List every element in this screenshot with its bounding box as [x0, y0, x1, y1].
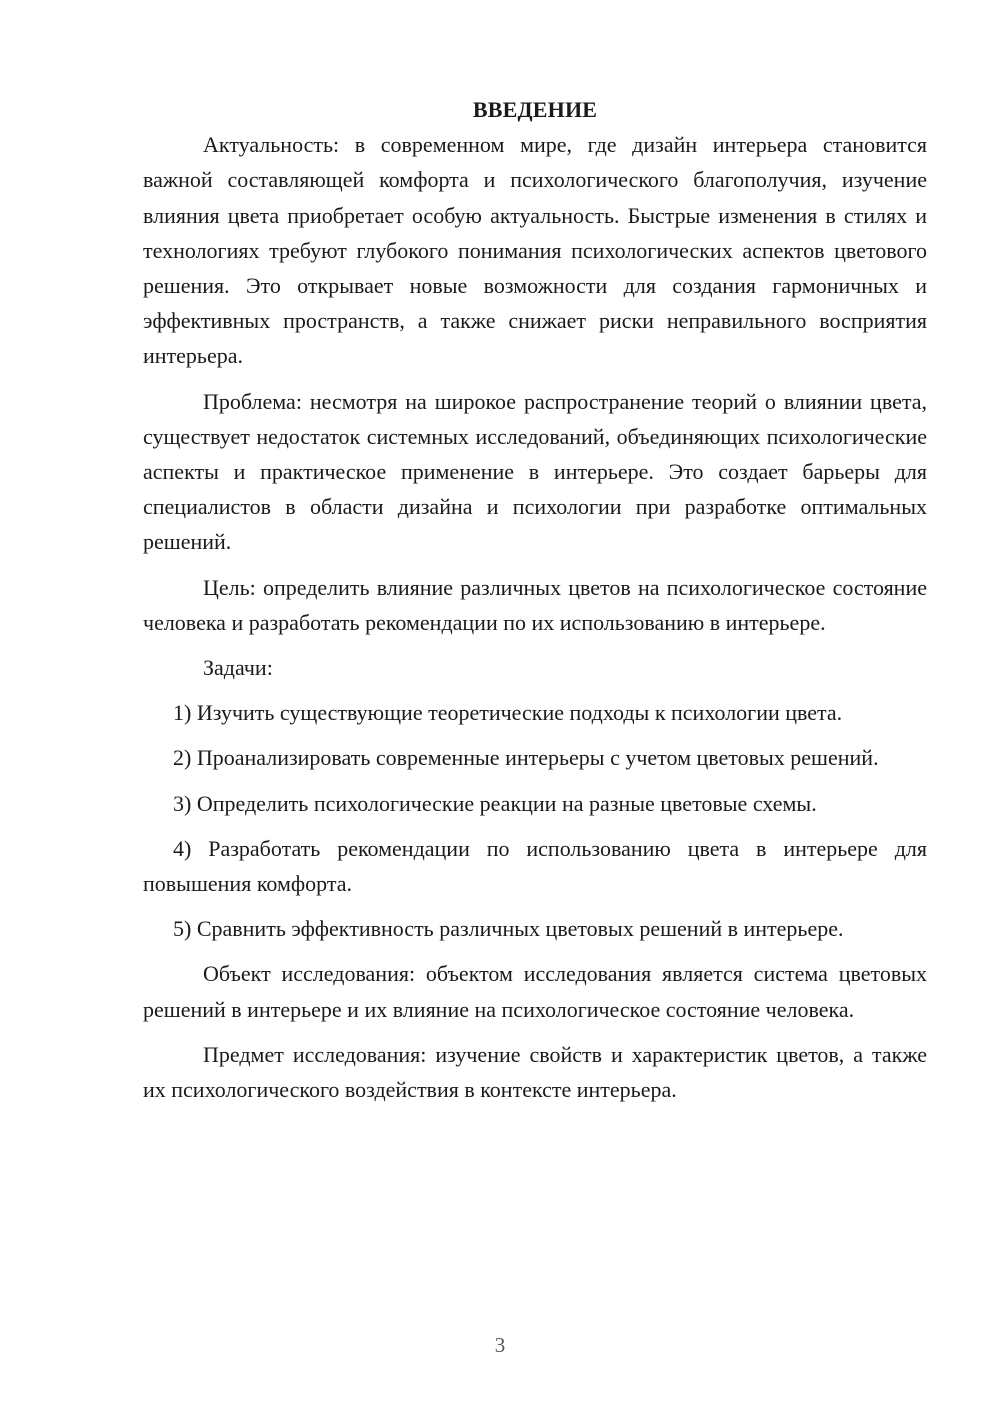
goal-paragraph: Цель: определить влияние различных цветов на психологическое состояние человека и разработать рекомендации по их использованию в интерьере. [143, 574, 927, 635]
task-item: 4) Разработать рекомендации по использованию цвета в интерьере для повышения комфорта. [143, 835, 927, 897]
section-heading: ВВЕДЕНИЕ [472, 97, 598, 122]
page-number: 3 [494, 1333, 506, 1357]
document-page [143, 92, 927, 1107]
task-item: 2) Проанализировать современные интерьеры с учетом цветовых решений. [173, 745, 879, 771]
problem-paragraph: Проблема: несмотря на широкое распространение теорий о влиянии цвета, существует недостаток системных исследований, объединяющих психологические аспекты и практическое применение в интерьере. Это создает барьеры для специалистов в области дизайна и психологии при разработке оптимальных решений. [143, 388, 927, 555]
task-item: 5) Сравнить эффективность различных цветовых решений в интерьере. [173, 916, 844, 942]
subject-paragraph: Предмет исследования: изучение свойств и характеристик цветов, а также их психологического воздействия в контексте интерьера. [143, 1041, 927, 1103]
task-item: 3) Определить психологические реакции на разные цветовые схемы. [173, 790, 817, 816]
task-item: 1) Изучить существующие теоретические подходы к психологии цвета. [173, 700, 843, 726]
tasks-label: Задачи: [203, 655, 273, 681]
object-paragraph: Объект исследования: объектом исследования является система цветовых решений в интерьере и их влияние на психологическое состояние человека. [143, 961, 927, 1022]
relevance-paragraph: Актуальность: в современном мире, где дизайн интерьера становится важной составляющей комфорта и психологического благополучия, изучение влияния цвета приобретает особую актуальность. Быстрые изменения в стилях и технологиях требуют глубокого понимания психологических аспектов цветового решения. Это открывает новые возможности для создания гармоничных и эффективных пространств, а также снижает риски неправильного восприятия интерьера. [143, 132, 927, 369]
